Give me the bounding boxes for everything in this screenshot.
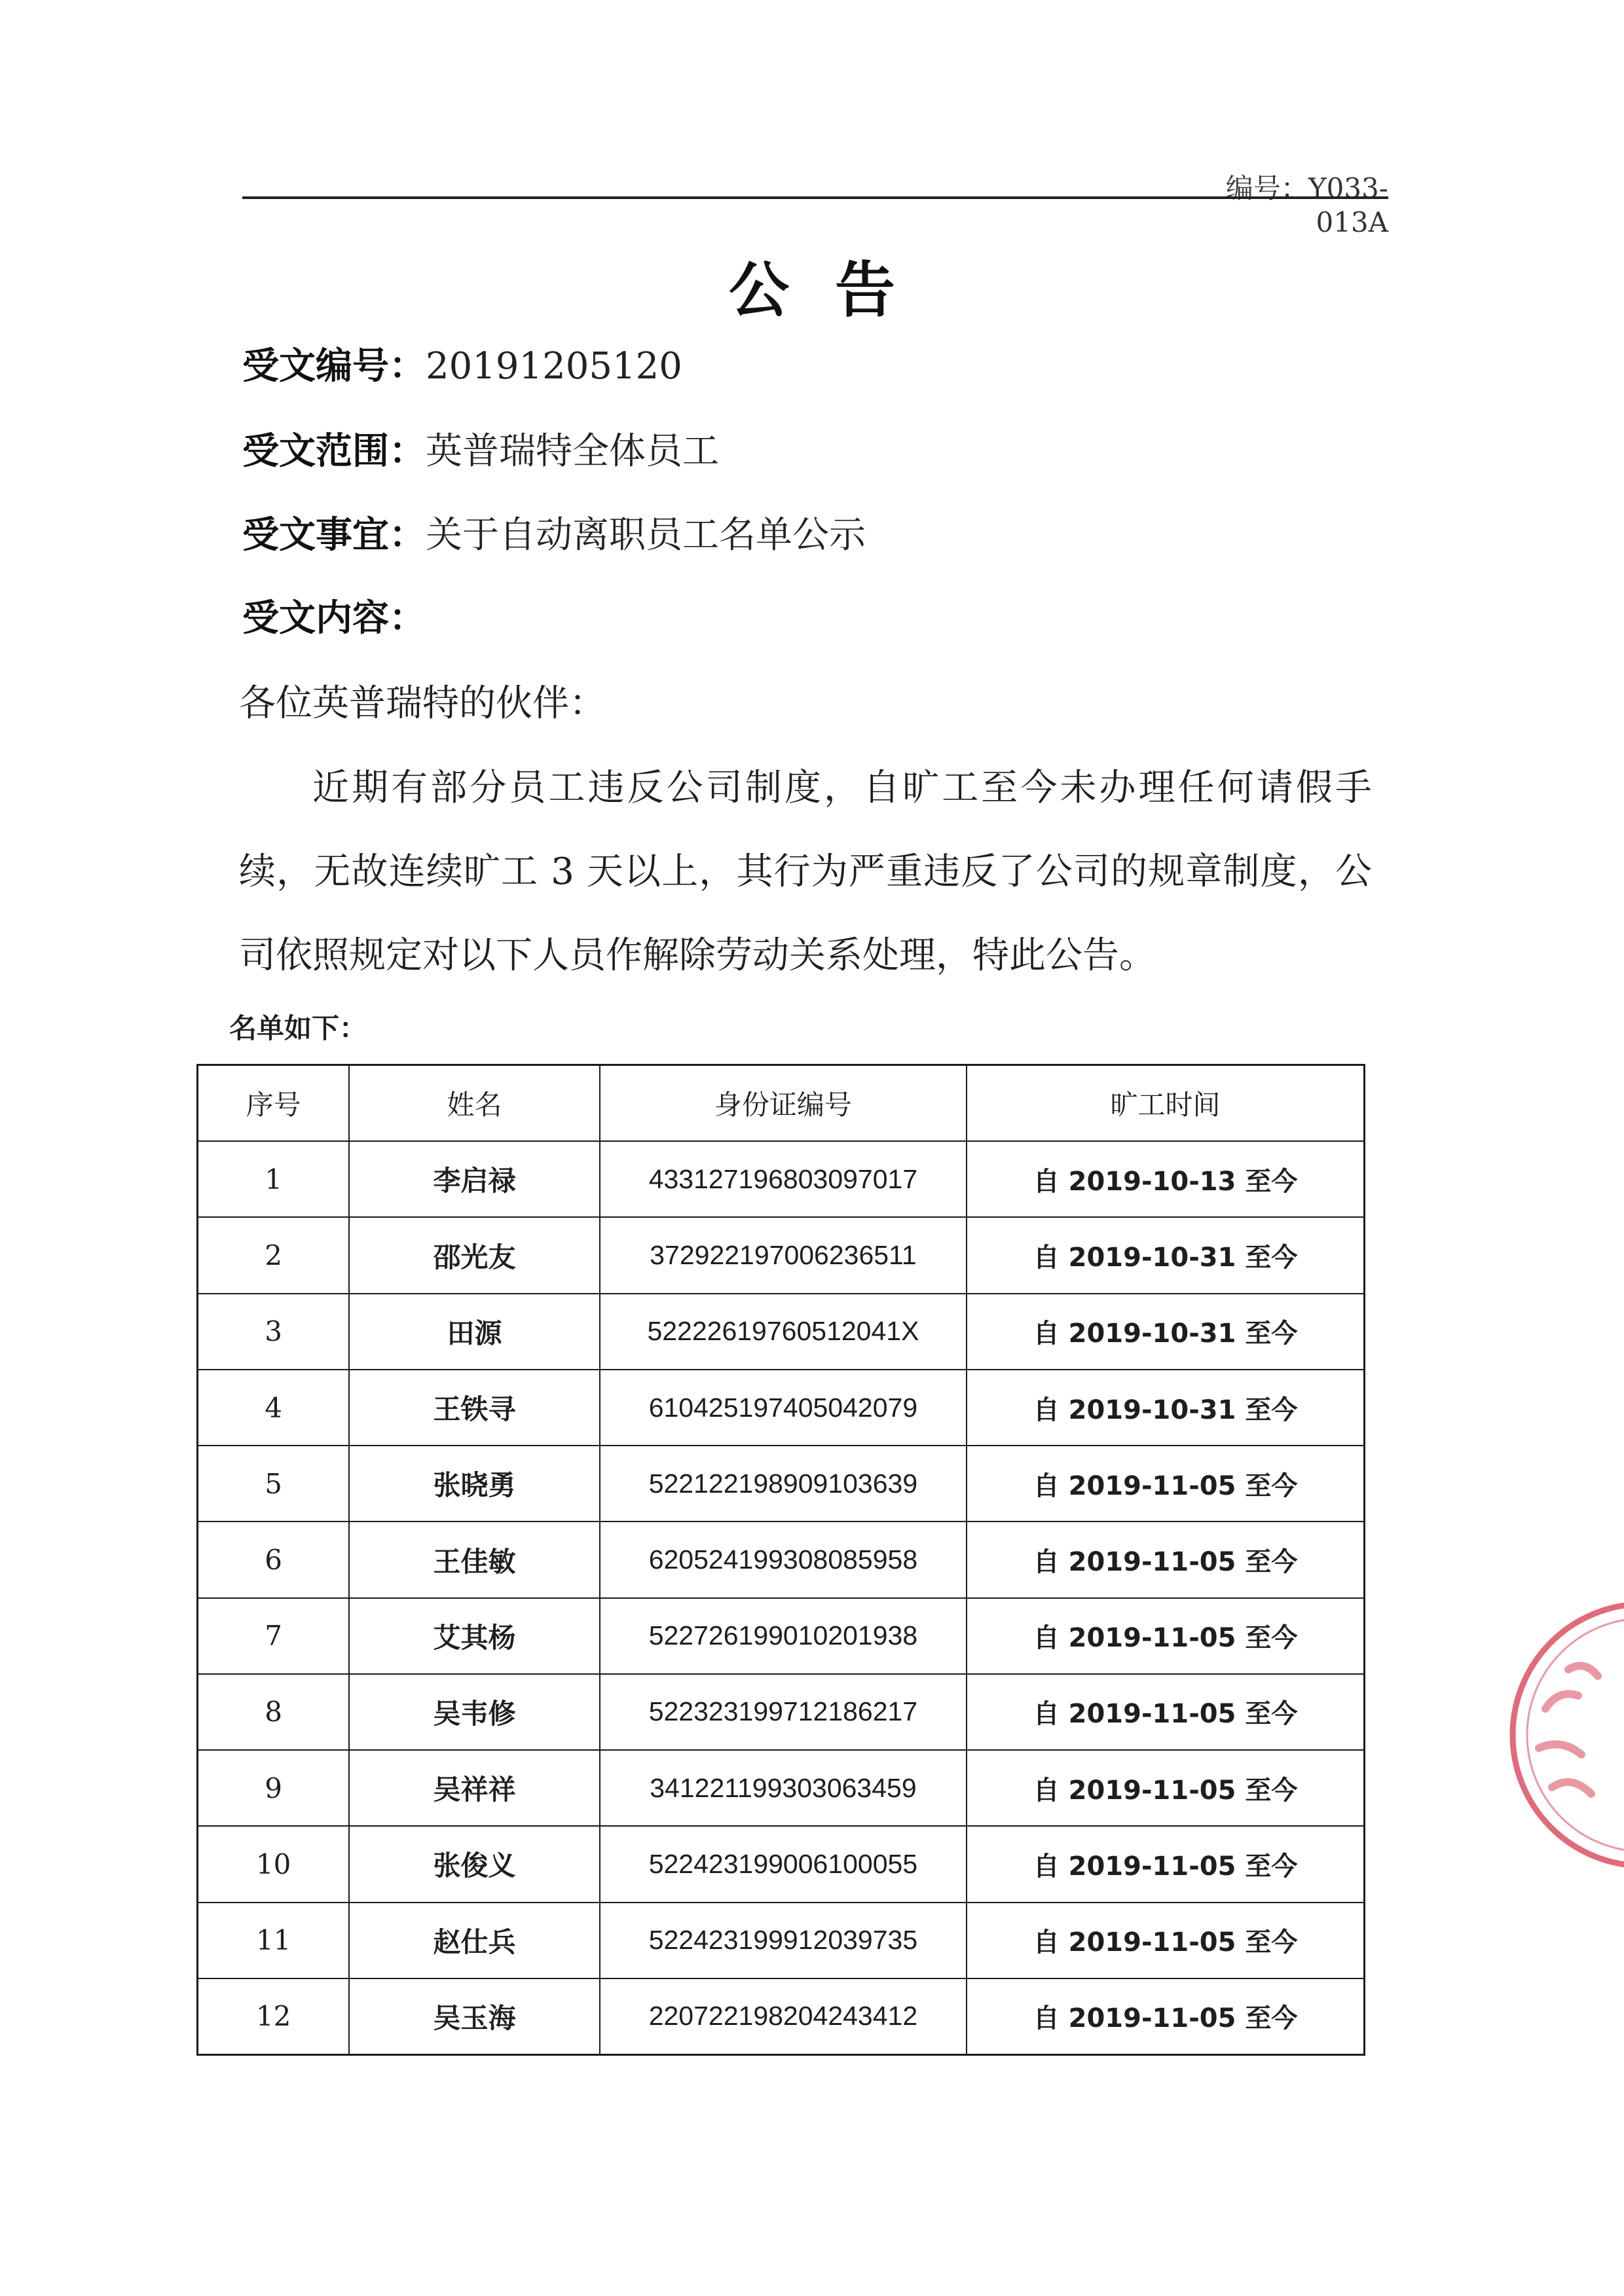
table-row (198, 1370, 1363, 1446)
cell-period: 自 2019-10-13 至今 (1033, 1166, 1298, 1197)
cell-no: 10 (198, 1827, 350, 1901)
body-paragraph: 近期有部分员工违反公司制度，自旷工至今未办理任何请假手续，无故连续旷工 3 天以上，其行为严重违反了公司的规章制度，公司依照规定对以下人员作解除劳动关系处理，特此公告。 (239, 767, 1372, 977)
list-label: 名单如下： (229, 1012, 367, 1044)
cell-no: 3 (198, 1294, 350, 1369)
table-row (198, 1218, 1363, 1294)
cell-id: 610425197405042079 (600, 1370, 967, 1445)
cell-no: 6 (198, 1522, 350, 1597)
cell-no: 12 (198, 1979, 350, 2054)
field-content (242, 589, 426, 642)
cell-id: 522122198909103639 (600, 1446, 967, 1521)
page-title: 公告 (728, 255, 941, 325)
field-number (242, 337, 682, 390)
field-scope-label: 受文范围： (242, 430, 426, 473)
cell-name: 赵仕兵 (350, 1903, 600, 1978)
cell-id: 522323199712186217 (600, 1675, 967, 1749)
cell-name: 张俊义 (350, 1827, 600, 1901)
table-row (198, 1751, 1363, 1827)
cell-id: 522423199912039735 (600, 1903, 967, 1978)
cell-id: 522423199006100055 (600, 1827, 967, 1901)
cell-name: 吴玉海 (350, 1979, 600, 2054)
cell-id: 341221199303063459 (600, 1751, 967, 1825)
table-row (198, 1827, 1363, 1903)
header-id: 身份证编号 (600, 1066, 967, 1140)
cell-id: 52222619760512041X (600, 1294, 967, 1369)
cell-name: 艾其杨 (350, 1599, 600, 1673)
cell-no: 11 (198, 1903, 350, 1978)
field-scope-value: 英普瑞特全体员工 (426, 430, 719, 473)
field-scope (242, 422, 719, 475)
cell-period: 自 2019-11-05 至今 (1033, 1851, 1298, 1882)
field-content-label: 受文内容： (242, 597, 426, 640)
cell-name: 李启禄 (350, 1142, 600, 1216)
table-header-row (198, 1066, 1363, 1142)
cell-period: 自 2019-11-05 至今 (1033, 1623, 1298, 1654)
cell-period: 自 2019-11-05 至今 (1033, 2003, 1298, 2034)
table-row (198, 1979, 1363, 2054)
header-rule (242, 196, 1388, 199)
employee-table (196, 1064, 1365, 2056)
table-row (198, 1675, 1363, 1751)
cell-no: 9 (198, 1751, 350, 1825)
cell-period: 自 2019-10-31 至今 (1033, 1319, 1298, 1349)
document-number: 编号：Y033-013A (1225, 172, 1388, 238)
cell-period: 自 2019-10-31 至今 (1033, 1243, 1298, 1273)
cell-name: 张晓勇 (350, 1446, 600, 1521)
cell-name: 王铁寻 (350, 1370, 600, 1445)
cell-name: 田源 (350, 1294, 600, 1369)
cell-no: 7 (198, 1599, 350, 1673)
table-row (198, 1446, 1363, 1522)
cell-period: 自 2019-11-05 至今 (1033, 1699, 1298, 1730)
seal-ring (1513, 1604, 1624, 1866)
header-name: 姓名 (350, 1066, 600, 1140)
cell-no: 8 (198, 1675, 350, 1749)
cell-no: 2 (198, 1218, 350, 1292)
cell-no: 4 (198, 1370, 350, 1445)
table-row (198, 1903, 1363, 1979)
header-no: 序号 (198, 1066, 350, 1140)
cell-id: 220722198204243412 (600, 1979, 967, 2054)
field-number-label: 受文编号： (242, 345, 426, 388)
cell-period: 自 2019-11-05 至今 (1033, 1775, 1298, 1806)
cell-name: 邵光友 (350, 1218, 600, 1292)
cell-name: 吴祥祥 (350, 1751, 600, 1825)
cell-id: 433127196803097017 (600, 1142, 967, 1216)
cell-id: 372922197006236511 (600, 1218, 967, 1292)
header-period: 旷工时间 (1110, 1089, 1221, 1121)
cell-period: 自 2019-11-05 至今 (1033, 1927, 1298, 1958)
greeting: 各位英普瑞特的伙伴： (239, 682, 606, 725)
cell-no: 5 (198, 1446, 350, 1521)
field-subject-value: 关于自动离职员工名单公示 (426, 514, 866, 556)
table-row (198, 1294, 1363, 1370)
seal-lettering (1539, 1666, 1598, 1794)
cell-period: 自 2019-11-05 至今 (1033, 1470, 1298, 1501)
field-subject-label: 受文事宜： (242, 514, 426, 556)
cell-name: 吴韦修 (350, 1675, 600, 1749)
field-subject (242, 506, 866, 558)
table-row (198, 1599, 1363, 1675)
cell-id: 620524199308085958 (600, 1522, 967, 1597)
cell-name: 王佳敏 (350, 1522, 600, 1597)
cell-id: 522726199010201938 (600, 1599, 967, 1673)
cell-period: 自 2019-11-05 至今 (1033, 1547, 1298, 1578)
table-row (198, 1142, 1363, 1218)
cell-no: 1 (198, 1142, 350, 1216)
field-number-value: 20191205120 (426, 345, 682, 388)
company-seal-stamp (1506, 1597, 1624, 1872)
table-row (198, 1522, 1363, 1598)
cell-period: 自 2019-10-31 至今 (1033, 1394, 1298, 1425)
